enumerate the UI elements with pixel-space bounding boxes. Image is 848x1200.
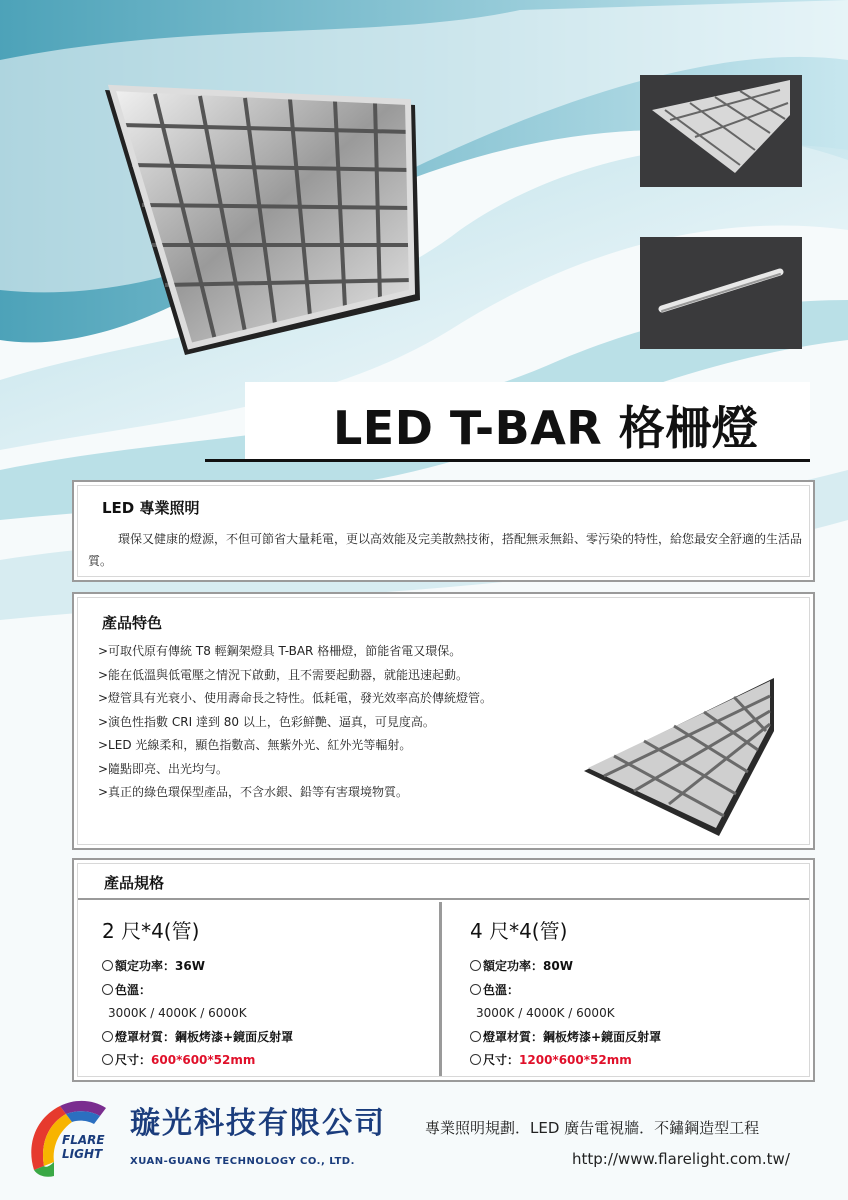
spec-row-color-temp-values: 3000K / 4000K / 6000K: [108, 1006, 247, 1020]
spec-row-color-temp: 色溫：: [470, 979, 661, 1003]
circle-bullet-icon: [102, 984, 113, 995]
hero-product-image: [60, 70, 460, 370]
circle-bullet-icon: [470, 960, 481, 971]
spec-rows: [470, 955, 661, 1073]
feature-product-image: [574, 676, 786, 838]
website-url[interactable]: http://www.flarelight.com.tw/: [572, 1150, 790, 1168]
features-list: [98, 640, 492, 805]
features-heading: 產品特色: [102, 614, 163, 632]
spec-row-color-temp: 色溫：: [102, 979, 293, 1003]
spec-model-name: 4 尺*4(管): [470, 919, 568, 943]
feature-item: >LED 光線柔和，顯色指數高、無紫外光、紅外光等輻射。: [98, 738, 412, 752]
intro-section: [72, 480, 815, 582]
circle-bullet-icon: [470, 1031, 481, 1042]
spec-column-4ft: [446, 902, 809, 1076]
logo-line1: FLARE: [62, 1133, 105, 1147]
feature-item: >隨點即亮、出光均勻。: [98, 761, 229, 776]
spec-row-color-temp-values: 3000K / 4000K / 6000K: [476, 1006, 615, 1020]
feature-item: >能在低溫與低電壓之情況下啟動，且不需要起動器，就能迅速起動。: [98, 667, 469, 682]
feature-item: >可取代原有傳統 T8 輕鋼架燈具 T-BAR 格柵燈，節能省電又環保。: [98, 644, 462, 658]
circle-bullet-icon: [102, 1054, 113, 1065]
intro-body: 環保又健康的燈源，不但可節省大量耗電，更以高效能及完美散熱技術，搭配無汞無鉛、零污染的特性，給您最安全舒適的生活品質。: [88, 532, 803, 568]
feature-item: >演色性指數 CRI 達到 80 以上，色彩鮮艷、逼真，可見度高。: [98, 714, 435, 729]
thumbnail-panel-image: [640, 75, 802, 187]
company-name-cn: 璇光科技有限公司: [130, 1106, 386, 1141]
title-banner: [245, 382, 810, 462]
spec-model-name: 2 尺*4(管): [102, 919, 200, 943]
specs-section: [72, 858, 815, 1082]
spec-row-material: 燈罩材質：鋼板烤漆+鏡面反射罩: [470, 1026, 661, 1050]
intro-heading: LED 專業照明: [102, 499, 200, 517]
circle-bullet-icon: [470, 1054, 481, 1065]
circle-bullet-icon: [470, 984, 481, 995]
flarelight-logo: [20, 1092, 110, 1182]
company-name-en: XUAN-GUANG TECHNOLOGY CO., LTD.: [130, 1156, 355, 1167]
logo-line2: LIGHT: [62, 1147, 103, 1161]
spec-row-size: 尺寸：600*600*52mm: [102, 1049, 293, 1073]
circle-bullet-icon: [102, 960, 113, 971]
spec-column-2ft: [78, 902, 442, 1076]
spec-row-size: 尺寸：1200*600*52mm: [470, 1049, 661, 1073]
specs-header: [78, 864, 809, 900]
feature-item: >真正的綠色環保型產品，不含水銀、鉛等有害環境物質。: [98, 785, 409, 799]
feature-item: >燈管具有光衰小、使用壽命長之特性。低耗電，發光效率高於傳統燈管。: [98, 691, 493, 705]
spec-row-material: 燈罩材質：鋼板烤漆+鏡面反射罩: [102, 1026, 293, 1050]
page-title: LED T-BAR 格柵燈: [333, 401, 759, 455]
circle-bullet-icon: [102, 1031, 113, 1042]
spec-rows: [102, 955, 293, 1073]
spec-row-power: 額定功率：36W: [102, 955, 293, 979]
thumbnail-tube-image: [640, 237, 802, 349]
spec-row-power: 額定功率：80W: [470, 955, 661, 979]
title-underline: [205, 459, 810, 462]
features-section: [72, 592, 815, 850]
company-tagline: 專業照明規劃．LED 廣告電視牆．不鏽鋼造型工程: [425, 1119, 760, 1137]
specs-heading: 產品規格: [104, 874, 165, 892]
